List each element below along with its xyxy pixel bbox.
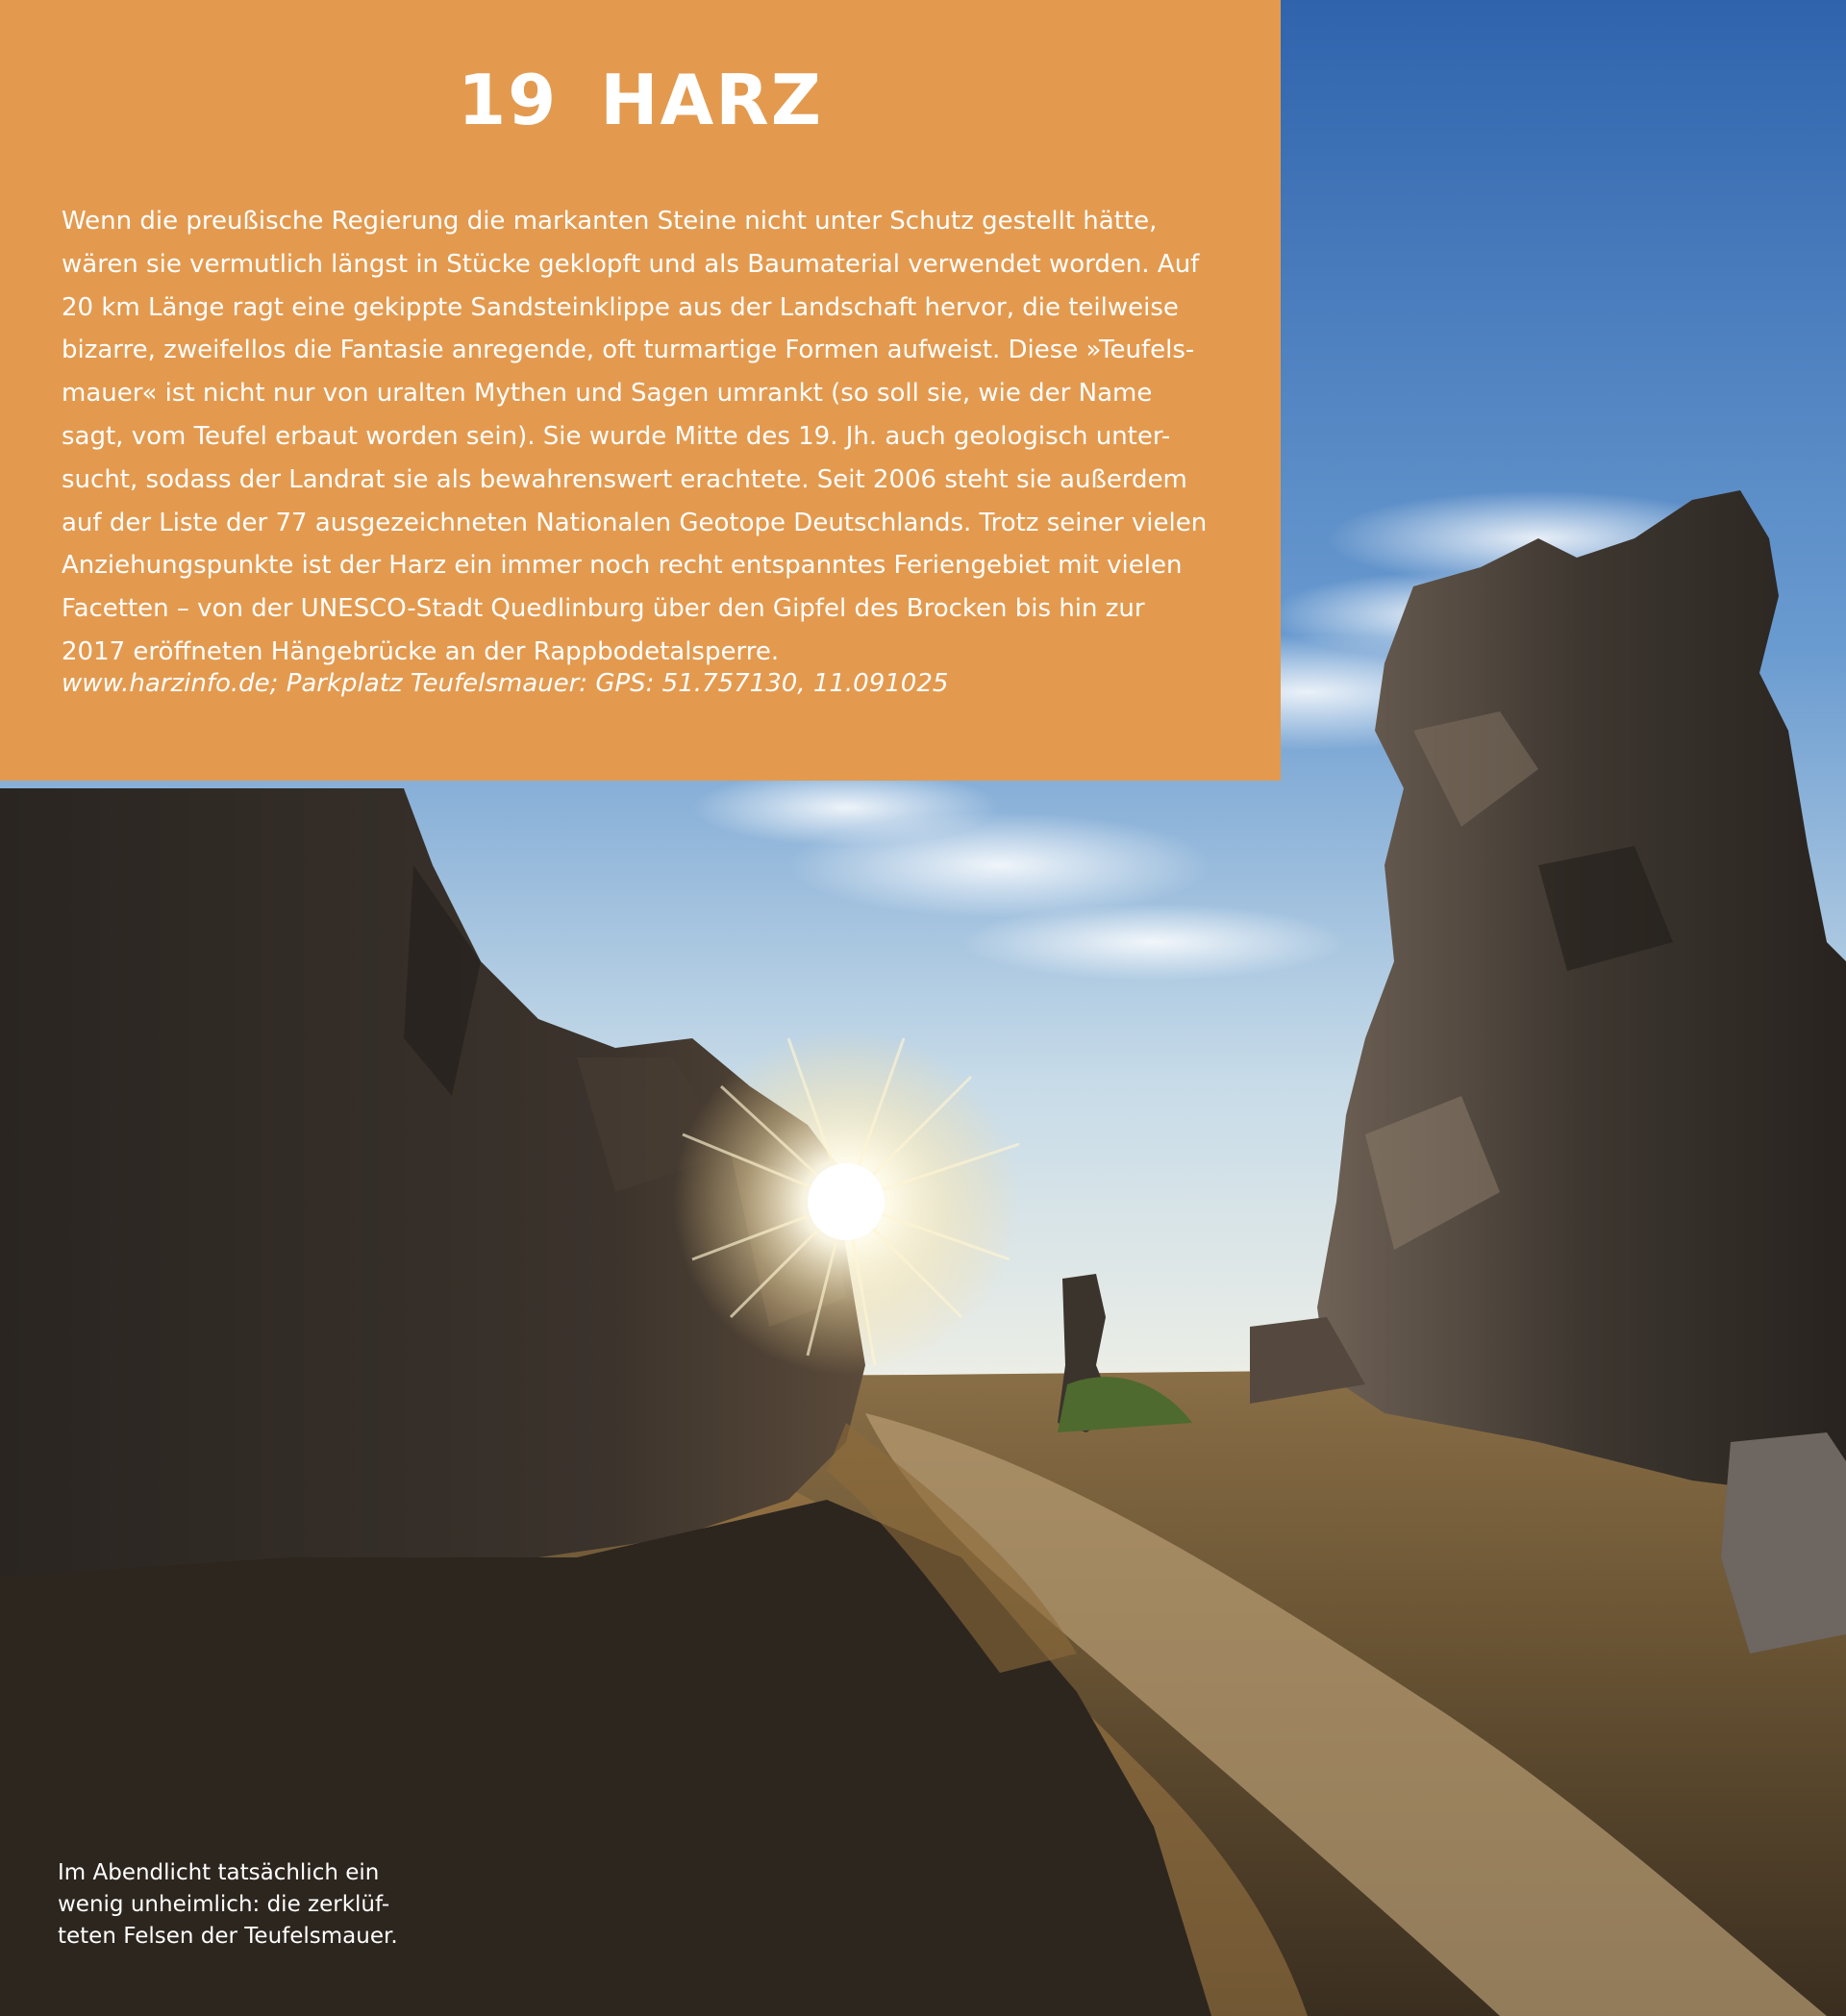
- info-line: www.harzinfo.de; Parkplatz Teufelsmauer: GPS: 51.757130, 11.091025: [62, 669, 949, 698]
- page-title: [0, 60, 1281, 140]
- body-line: sagt, vom Teufel erbaut worden sein). Sie wurde Mitte des 19. Jh. auch geologisch unter-: [62, 421, 1171, 451]
- body-line: bizarre, zweifellos die Fantasie anregende, oft turmartige Formen aufweist. Diese »Teufels-: [62, 336, 1195, 365]
- body-line: 2017 eröffneten Hängebrücke an der Rappbodetalsperre.: [62, 636, 780, 666]
- body-line: 20 km Länge ragt eine gekippte Sandsteinklippe aus der Landschaft hervor, die teilweise: [62, 292, 1179, 322]
- text-panel: [0, 0, 1281, 781]
- caption-line: teten Felsen der Teufelsmauer.: [58, 1924, 398, 1949]
- body-line: wären sie vermutlich längst in Stücke geklopft und als Baumaterial verwendet worden. Auf: [62, 249, 1200, 279]
- caption-line: Im Abendlicht tatsächlich ein: [58, 1860, 380, 1885]
- caption-line: wenig unheimlich: die zerklüf-: [58, 1892, 390, 1917]
- body-line: Wenn die preußische Regierung die markanten Steine nicht unter Schutz gestellt hätte,: [62, 207, 1158, 236]
- body-line: mauer« ist nicht nur von uralten Mythen und Sagen umrankt (so soll sie, wie der Name: [62, 379, 1153, 409]
- body-line: auf der Liste der 77 ausgezeichneten Nationalen Geotope Deutschlands. Trotz seiner vielen: [62, 508, 1208, 537]
- photo-caption: [58, 1857, 462, 1953]
- chapter-title: HARZ: [600, 60, 823, 140]
- body-line: Facetten – von der UNESCO-Stadt Quedlinburg über den Gipfel des Brocken bis hin zur: [62, 594, 1145, 624]
- body-text: [62, 200, 1235, 674]
- chapter-number: 19: [458, 60, 559, 140]
- body-line: sucht, sodass der Landrat sie als bewahrenswert erachtete. Seit 2006 steht sie außerdem: [62, 464, 1187, 494]
- body-line: Anziehungspunkte ist der Harz ein immer noch recht entspanntes Feriengebiet mit vielen: [62, 551, 1183, 581]
